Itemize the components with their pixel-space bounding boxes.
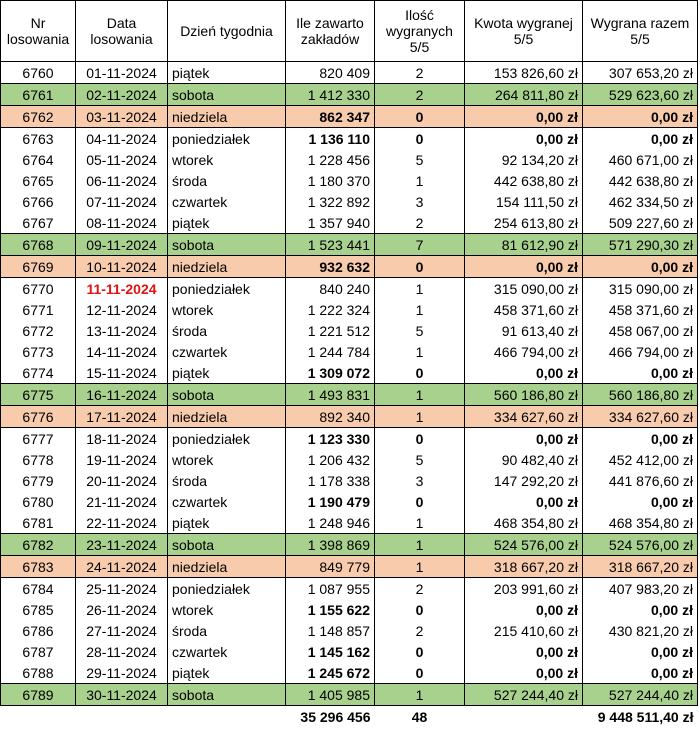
cell-total-win: 560 186,80 zł (583, 384, 698, 406)
cell-win-amount: 334 627,60 zł (465, 406, 583, 428)
cell-draw-date: 15-11-2024 (76, 362, 168, 384)
cell-bets-count: 1 357 940 (286, 212, 375, 234)
cell-draw-number: 6766 (1, 191, 76, 212)
cell-draw-number: 6765 (1, 170, 76, 191)
cell-weekday: sobota (168, 234, 286, 256)
cell-draw-date: 22-11-2024 (76, 512, 168, 534)
cell-winners-count: 2 (375, 620, 465, 641)
cell-draw-date: 16-11-2024 (76, 384, 168, 406)
cell-win-amount: 0,00 zł (465, 599, 583, 620)
header-winners-count: Ilość wygranych 5/5 (375, 1, 465, 62)
cell-weekday: sobota (168, 534, 286, 556)
cell-bets-count: 1 244 784 (286, 341, 375, 362)
cell-total-win: 462 334,50 zł (583, 191, 698, 212)
cell-win-amount: 315 090,00 zł (465, 278, 583, 300)
cell-draw-number: 6761 (1, 84, 76, 106)
cell-weekday: środa (168, 320, 286, 341)
cell-win-amount: 0,00 zł (465, 662, 583, 684)
cell-draw-number: 6779 (1, 470, 76, 491)
table-row (1, 534, 698, 556)
cell-weekday: niedziela (168, 406, 286, 428)
cell-draw-date: 29-11-2024 (76, 662, 168, 684)
cell-total-win: 0,00 zł (583, 362, 698, 384)
table-row (1, 362, 698, 384)
cell-bets-count: 1 148 857 (286, 620, 375, 641)
cell-total-win: 315 090,00 zł (583, 278, 698, 300)
cell-total-win: 468 354,80 zł (583, 512, 698, 534)
cell-weekday: niedziela (168, 556, 286, 578)
cell-draw-date: 03-11-2024 (76, 106, 168, 128)
cell-bets-count: 849 779 (286, 556, 375, 578)
table-row (1, 256, 698, 278)
summary-empty-1 (1, 706, 76, 729)
cell-total-win: 524 576,00 zł (583, 534, 698, 556)
cell-bets-count: 1 180 370 (286, 170, 375, 191)
cell-win-amount: 527 244,40 zł (465, 684, 583, 706)
cell-win-amount: 0,00 zł (465, 641, 583, 662)
cell-draw-number: 6782 (1, 534, 76, 556)
cell-winners-count: 5 (375, 149, 465, 170)
cell-win-amount: 203 991,60 zł (465, 578, 583, 600)
summary-winners-total: 48 (375, 706, 465, 729)
cell-win-amount: 560 186,80 zł (465, 384, 583, 406)
summary-empty-6 (465, 706, 583, 729)
cell-win-amount: 442 638,80 zł (465, 170, 583, 191)
header-draw-date: Data losowania (76, 1, 168, 62)
cell-weekday: poniedziałek (168, 428, 286, 450)
cell-win-amount: 153 826,60 zł (465, 62, 583, 84)
cell-bets-count: 1 221 512 (286, 320, 375, 341)
cell-draw-number: 6768 (1, 234, 76, 256)
cell-winners-count: 1 (375, 170, 465, 191)
table-row (1, 341, 698, 362)
cell-bets-count: 1 190 479 (286, 491, 375, 512)
table-row (1, 320, 698, 341)
table-row (1, 556, 698, 578)
cell-total-win: 318 667,20 zł (583, 556, 698, 578)
cell-draw-date: 14-11-2024 (76, 341, 168, 362)
cell-total-win: 0,00 zł (583, 662, 698, 684)
cell-total-win: 0,00 zł (583, 428, 698, 450)
cell-bets-count: 1 493 831 (286, 384, 375, 406)
cell-bets-count: 1 412 330 (286, 84, 375, 106)
cell-draw-date: 24-11-2024 (76, 556, 168, 578)
cell-draw-number: 6785 (1, 599, 76, 620)
header-total-win: Wygrana razem 5/5 (583, 1, 698, 62)
table-row (1, 278, 698, 300)
cell-winners-count: 1 (375, 512, 465, 534)
cell-draw-date: 20-11-2024 (76, 470, 168, 491)
cell-weekday: czwartek (168, 191, 286, 212)
cell-draw-number: 6772 (1, 320, 76, 341)
cell-draw-number: 6771 (1, 299, 76, 320)
cell-draw-number: 6762 (1, 106, 76, 128)
cell-win-amount: 524 576,00 zł (465, 534, 583, 556)
cell-bets-count: 1 309 072 (286, 362, 375, 384)
cell-weekday: poniedziałek (168, 578, 286, 600)
cell-draw-number: 6776 (1, 406, 76, 428)
cell-total-win: 458 371,60 zł (583, 299, 698, 320)
cell-total-win: 458 067,00 zł (583, 320, 698, 341)
cell-draw-date: 12-11-2024 (76, 299, 168, 320)
cell-winners-count: 2 (375, 212, 465, 234)
table-row (1, 406, 698, 428)
cell-draw-date: 08-11-2024 (76, 212, 168, 234)
cell-winners-count: 1 (375, 556, 465, 578)
cell-draw-number: 6777 (1, 428, 76, 450)
cell-winners-count: 2 (375, 84, 465, 106)
table-row (1, 470, 698, 491)
table-row (1, 234, 698, 256)
cell-win-amount: 254 613,80 zł (465, 212, 583, 234)
cell-weekday: piątek (168, 362, 286, 384)
summary-empty-3 (168, 706, 286, 729)
header-draw-number: Nr losowania (1, 1, 76, 62)
cell-win-amount: 0,00 zł (465, 491, 583, 512)
table-row (1, 599, 698, 620)
cell-win-amount: 264 811,80 zł (465, 84, 583, 106)
cell-draw-number: 6767 (1, 212, 76, 234)
cell-draw-date: 28-11-2024 (76, 641, 168, 662)
cell-bets-count: 1 178 338 (286, 470, 375, 491)
cell-bets-count: 1 245 672 (286, 662, 375, 684)
table-row (1, 684, 698, 706)
cell-weekday: sobota (168, 384, 286, 406)
cell-weekday: sobota (168, 684, 286, 706)
cell-winners-count: 3 (375, 191, 465, 212)
cell-weekday: sobota (168, 84, 286, 106)
cell-weekday: środa (168, 620, 286, 641)
cell-weekday: czwartek (168, 641, 286, 662)
cell-winners-count: 1 (375, 299, 465, 320)
cell-weekday: niedziela (168, 256, 286, 278)
table-row (1, 449, 698, 470)
cell-win-amount: 0,00 zł (465, 106, 583, 128)
cell-draw-number: 6781 (1, 512, 76, 534)
header-weekday: Dzień tygodnia (168, 1, 286, 62)
cell-winners-count: 3 (375, 470, 465, 491)
cell-bets-count: 1 136 110 (286, 128, 375, 150)
cell-total-win: 466 794,00 zł (583, 341, 698, 362)
cell-draw-date: 02-11-2024 (76, 84, 168, 106)
cell-total-win: 0,00 zł (583, 256, 698, 278)
cell-draw-date: 06-11-2024 (76, 170, 168, 191)
cell-draw-number: 6769 (1, 256, 76, 278)
cell-winners-count: 7 (375, 234, 465, 256)
cell-bets-count: 1 145 162 (286, 641, 375, 662)
cell-draw-number: 6773 (1, 341, 76, 362)
cell-draw-number: 6780 (1, 491, 76, 512)
cell-draw-date: 30-11-2024 (76, 684, 168, 706)
table-row (1, 149, 698, 170)
cell-draw-number: 6784 (1, 578, 76, 600)
table-row (1, 384, 698, 406)
cell-draw-date: 27-11-2024 (76, 620, 168, 641)
cell-draw-date: 09-11-2024 (76, 234, 168, 256)
table-row (1, 641, 698, 662)
table-row (1, 84, 698, 106)
cell-total-win: 334 627,60 zł (583, 406, 698, 428)
summary-empty-2 (76, 706, 168, 729)
cell-bets-count: 892 340 (286, 406, 375, 428)
cell-total-win: 0,00 zł (583, 491, 698, 512)
cell-win-amount: 0,00 zł (465, 362, 583, 384)
cell-winners-count: 2 (375, 578, 465, 600)
cell-win-amount: 0,00 zł (465, 128, 583, 150)
cell-weekday: wtorek (168, 299, 286, 320)
cell-weekday: wtorek (168, 149, 286, 170)
cell-win-amount: 154 111,50 zł (465, 191, 583, 212)
cell-winners-count: 0 (375, 599, 465, 620)
cell-draw-date: 17-11-2024 (76, 406, 168, 428)
cell-winners-count: 0 (375, 662, 465, 684)
cell-draw-number: 6760 (1, 62, 76, 84)
cell-draw-number: 6788 (1, 662, 76, 684)
table-row (1, 62, 698, 84)
table-row (1, 620, 698, 641)
cell-win-amount: 147 292,20 zł (465, 470, 583, 491)
cell-winners-count: 0 (375, 641, 465, 662)
cell-win-amount: 81 612,90 zł (465, 234, 583, 256)
cell-win-amount: 318 667,20 zł (465, 556, 583, 578)
cell-bets-count: 820 409 (286, 62, 375, 84)
summary-win-total: 9 448 511,40 zł (583, 706, 698, 729)
cell-bets-count: 1 405 985 (286, 684, 375, 706)
cell-total-win: 0,00 zł (583, 599, 698, 620)
cell-winners-count: 1 (375, 406, 465, 428)
cell-weekday: piątek (168, 212, 286, 234)
cell-winners-count: 0 (375, 362, 465, 384)
cell-draw-number: 6774 (1, 362, 76, 384)
cell-total-win: 571 290,30 zł (583, 234, 698, 256)
cell-draw-date: 21-11-2024 (76, 491, 168, 512)
cell-total-win: 460 671,00 zł (583, 149, 698, 170)
table-row (1, 512, 698, 534)
cell-win-amount: 92 134,20 zł (465, 149, 583, 170)
cell-draw-date: 26-11-2024 (76, 599, 168, 620)
cell-bets-count: 862 347 (286, 106, 375, 128)
cell-draw-date: 23-11-2024 (76, 534, 168, 556)
cell-total-win: 307 653,20 zł (583, 62, 698, 84)
cell-winners-count: 5 (375, 449, 465, 470)
summary-bets-total: 35 296 456 (286, 706, 375, 729)
cell-draw-date: 18-11-2024 (76, 428, 168, 450)
cell-weekday: piątek (168, 62, 286, 84)
cell-winners-count: 1 (375, 341, 465, 362)
table-row (1, 428, 698, 450)
cell-bets-count: 1 248 946 (286, 512, 375, 534)
cell-bets-count: 1 322 892 (286, 191, 375, 212)
cell-draw-date: 05-11-2024 (76, 149, 168, 170)
cell-winners-count: 1 (375, 384, 465, 406)
cell-bets-count: 1 222 324 (286, 299, 375, 320)
cell-weekday: środa (168, 470, 286, 491)
header-row (1, 1, 698, 62)
cell-winners-count: 0 (375, 491, 465, 512)
cell-winners-count: 0 (375, 428, 465, 450)
cell-bets-count: 840 240 (286, 278, 375, 300)
header-win-amount: Kwota wygranej 5/5 (465, 1, 583, 62)
cell-weekday: poniedziałek (168, 278, 286, 300)
cell-draw-number: 6770 (1, 278, 76, 300)
cell-weekday: piątek (168, 662, 286, 684)
table-row (1, 191, 698, 212)
cell-total-win: 529 623,60 zł (583, 84, 698, 106)
summary-row (1, 706, 698, 729)
cell-draw-date: 19-11-2024 (76, 449, 168, 470)
cell-win-amount: 215 410,60 zł (465, 620, 583, 641)
table-row (1, 578, 698, 600)
cell-draw-date: 10-11-2024 (76, 256, 168, 278)
cell-draw-number: 6783 (1, 556, 76, 578)
cell-total-win: 0,00 zł (583, 106, 698, 128)
cell-draw-date: 07-11-2024 (76, 191, 168, 212)
cell-bets-count: 1 087 955 (286, 578, 375, 600)
header-bets-count: Ile zawarto zakładów (286, 1, 375, 62)
cell-bets-count: 1 155 622 (286, 599, 375, 620)
cell-draw-number: 6764 (1, 149, 76, 170)
cell-weekday: piątek (168, 512, 286, 534)
table-row (1, 106, 698, 128)
table-row (1, 212, 698, 234)
cell-draw-number: 6763 (1, 128, 76, 150)
cell-weekday: wtorek (168, 599, 286, 620)
cell-win-amount: 0,00 zł (465, 428, 583, 450)
cell-weekday: niedziela (168, 106, 286, 128)
cell-winners-count: 1 (375, 534, 465, 556)
cell-draw-date: 01-11-2024 (76, 62, 168, 84)
cell-weekday: czwartek (168, 491, 286, 512)
cell-win-amount: 0,00 zł (465, 256, 583, 278)
cell-total-win: 452 412,00 zł (583, 449, 698, 470)
cell-draw-number: 6789 (1, 684, 76, 706)
table-body (1, 62, 698, 706)
cell-win-amount: 466 794,00 zł (465, 341, 583, 362)
cell-winners-count: 0 (375, 256, 465, 278)
cell-winners-count: 2 (375, 62, 465, 84)
cell-draw-date: 11-11-2024 (76, 278, 168, 300)
cell-total-win: 442 638,80 zł (583, 170, 698, 191)
cell-total-win: 527 244,40 zł (583, 684, 698, 706)
cell-win-amount: 91 613,40 zł (465, 320, 583, 341)
cell-draw-number: 6775 (1, 384, 76, 406)
cell-total-win: 430 821,20 zł (583, 620, 698, 641)
cell-draw-date: 04-11-2024 (76, 128, 168, 150)
table-row (1, 128, 698, 150)
cell-weekday: poniedziałek (168, 128, 286, 150)
cell-winners-count: 1 (375, 278, 465, 300)
cell-win-amount: 90 482,40 zł (465, 449, 583, 470)
table-row (1, 170, 698, 191)
cell-total-win: 407 983,20 zł (583, 578, 698, 600)
cell-winners-count: 0 (375, 106, 465, 128)
cell-winners-count: 1 (375, 684, 465, 706)
cell-total-win: 0,00 zł (583, 641, 698, 662)
cell-weekday: środa (168, 170, 286, 191)
cell-win-amount: 458 371,60 zł (465, 299, 583, 320)
cell-draw-date: 13-11-2024 (76, 320, 168, 341)
cell-bets-count: 1 206 432 (286, 449, 375, 470)
cell-total-win: 441 876,60 zł (583, 470, 698, 491)
cell-draw-number: 6787 (1, 641, 76, 662)
table-row (1, 662, 698, 684)
cell-bets-count: 1 523 441 (286, 234, 375, 256)
cell-total-win: 0,00 zł (583, 128, 698, 150)
cell-draw-number: 6786 (1, 620, 76, 641)
cell-total-win: 509 227,60 zł (583, 212, 698, 234)
cell-draw-date: 25-11-2024 (76, 578, 168, 600)
cell-win-amount: 468 354,80 zł (465, 512, 583, 534)
table-row (1, 491, 698, 512)
cell-bets-count: 1 398 869 (286, 534, 375, 556)
cell-winners-count: 0 (375, 128, 465, 150)
cell-weekday: czwartek (168, 341, 286, 362)
cell-bets-count: 1 228 456 (286, 149, 375, 170)
cell-bets-count: 1 123 330 (286, 428, 375, 450)
cell-bets-count: 932 632 (286, 256, 375, 278)
cell-draw-number: 6778 (1, 449, 76, 470)
cell-weekday: wtorek (168, 449, 286, 470)
cell-winners-count: 5 (375, 320, 465, 341)
table-row (1, 299, 698, 320)
